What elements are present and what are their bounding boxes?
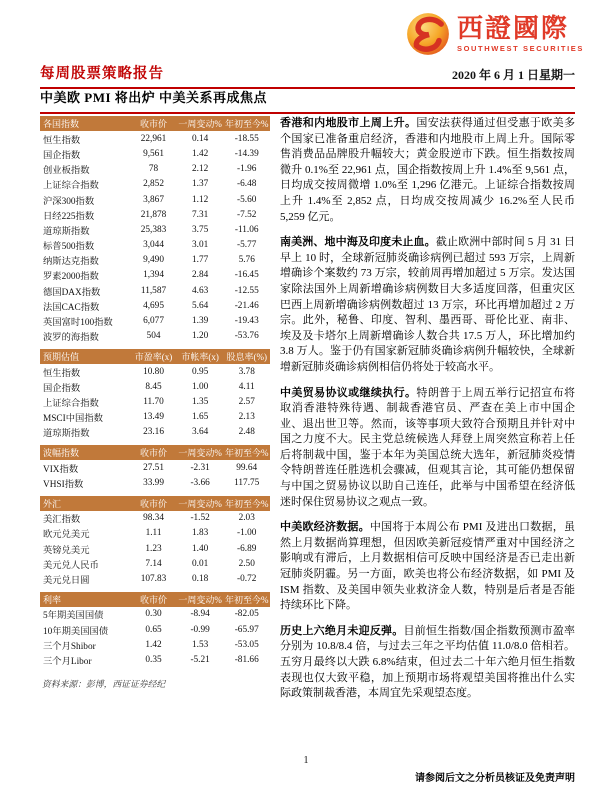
table-row: [40, 177, 270, 192]
table-row: [40, 222, 270, 237]
row-value: 1.37: [191, 179, 209, 190]
table-row: [40, 329, 270, 344]
table-header-row: [40, 349, 270, 364]
table-header-row: [40, 116, 270, 131]
row-value: 3.75: [191, 224, 209, 235]
row-value: -65.97: [234, 624, 259, 635]
row-value: -19.43: [234, 316, 259, 327]
table-row: [40, 475, 270, 490]
table-row: [40, 526, 270, 541]
row-value: 21,878: [140, 209, 167, 220]
row-value: -16.45: [234, 270, 259, 281]
row-label: 三个月Shibor: [43, 641, 96, 652]
row-label: 上证综合指数: [43, 181, 99, 192]
page-number: 1: [303, 755, 309, 766]
row-label: 创业板指数: [43, 166, 90, 177]
row-label: 德国DAX指数: [43, 287, 101, 298]
row-value: 3.01: [191, 240, 209, 251]
table-row: [40, 364, 270, 379]
report-date: 2020 年 6 月 1 日星期一: [451, 68, 575, 82]
table-row: [40, 607, 270, 622]
row-value: 3,044: [143, 240, 164, 251]
row-value: 504: [146, 331, 161, 342]
row-label: 上证综合指数: [43, 398, 99, 409]
column-header: 收市价: [140, 498, 168, 509]
row-value: 1.65: [191, 412, 209, 423]
table-row: [40, 131, 270, 146]
row-value: -18.55: [234, 133, 259, 144]
table-row: [40, 556, 270, 571]
row-value: -1.00: [237, 528, 257, 539]
row-label: 国企指数: [43, 150, 81, 161]
row-value: 1.42: [145, 639, 162, 650]
headline: 中美欧 PMI 将出炉 中美关系再成焦点: [40, 90, 268, 105]
table-4: [40, 592, 270, 668]
table-row: [40, 460, 270, 475]
row-value: -2.31: [190, 462, 210, 473]
table-row: [40, 313, 270, 328]
row-value: 27.51: [143, 462, 164, 473]
table-row: [40, 571, 270, 586]
table-row: [40, 622, 270, 637]
row-label: 恒生指数: [43, 135, 81, 146]
table-row: [40, 298, 270, 313]
paragraph-0: 香港和内地股市上周上升。国安法获得通过但受惠于欧美多个国家已准备重启经济，香港和内地股市上周上升。国际零售消费品品牌股升幅较大；黄金股逆市下跌。恒生指数按周微升 0.1%至 22,961 点，国企指数按周上升 1.4%至 9,561 点，日均成交按周微增 1.0%至 1,296 亿港元。上证综合指数按周上升 1.4%至 2,852 点，日均成交按周减少 16.2%至人民币 5,259 亿元。: [280, 117, 576, 223]
row-value: 1.11: [145, 528, 162, 539]
row-value: -3.66: [190, 477, 210, 488]
table-title: 利率: [43, 594, 62, 605]
row-label: 英国富时100指数: [43, 318, 113, 329]
row-value: -8.94: [190, 609, 210, 620]
flame-swirl-logo-icon: [406, 12, 450, 56]
row-label: VHSI指数: [43, 479, 84, 490]
row-value: 99.64: [236, 462, 258, 473]
row-value: 107.83: [140, 574, 167, 585]
paragraph-lead: 香港和内地股市上周上升。: [280, 117, 417, 129]
row-value: -1.96: [237, 164, 257, 175]
table-row: [40, 283, 270, 298]
row-value: 23.16: [143, 427, 164, 438]
row-label: 10年期美国国债: [43, 626, 109, 637]
row-value: 8.45: [145, 381, 162, 392]
row-value: 0.14: [191, 133, 209, 144]
row-value: 7.31: [191, 209, 209, 220]
row-value: 3.64: [191, 427, 209, 438]
row-value: 117.75: [234, 477, 260, 488]
row-value: 2,852: [143, 179, 164, 190]
row-label: VIX指数: [43, 464, 79, 475]
row-value: 2.12: [191, 164, 209, 175]
row-value: 33.99: [143, 477, 164, 488]
table-row: [40, 410, 270, 425]
row-label: 纳斯达克指数: [43, 257, 99, 268]
row-label: 道琼斯指数: [43, 429, 90, 440]
table-row: [40, 192, 270, 207]
row-value: 5.64: [191, 300, 209, 311]
row-value: -82.05: [234, 609, 259, 620]
column-header: 一周变动%: [178, 594, 222, 605]
row-value: 1.83: [191, 528, 209, 539]
row-label: MSCI中国指数: [43, 414, 103, 425]
row-value: 1.20: [191, 331, 209, 342]
table-row: [40, 238, 270, 253]
table-2: [40, 445, 270, 491]
table-row: [40, 394, 270, 409]
paragraph-lead: 中美欧经济数据。: [280, 521, 370, 534]
table-title: 波幅指数: [43, 448, 80, 459]
row-label: 三个月Libor: [43, 656, 92, 667]
row-value: -12.55: [234, 285, 259, 296]
table-header-row: [40, 496, 270, 511]
column-header: 市盈率(x): [134, 351, 173, 362]
row-value: 9,490: [143, 255, 164, 266]
row-label: 英镑兑美元: [43, 545, 90, 556]
table-row: [40, 637, 270, 652]
row-value: 1.35: [191, 396, 209, 407]
row-value: -6.48: [237, 179, 257, 190]
row-value: 78: [148, 164, 159, 175]
row-value: 1.42: [191, 148, 209, 159]
column-header: 市帐率(x): [181, 351, 219, 362]
headline-row: [40, 87, 575, 114]
paragraph-lead: 历史上六绝月未迎反弹。: [280, 624, 404, 637]
column-header: 股息率(%): [226, 351, 267, 362]
row-value: 2.48: [238, 427, 255, 438]
row-label: 美元兑人民币: [43, 560, 99, 571]
column-header: 年初至今%: [224, 448, 269, 459]
table-header-row: [40, 592, 270, 607]
disclaimer-note: 请参阅后文之分析员核证及免责声明: [415, 773, 575, 784]
row-value: 1.23: [145, 543, 162, 554]
row-label: 法国CAC指数: [43, 302, 100, 313]
row-value: 11.70: [143, 396, 164, 407]
paragraph-3: 中美欧经济数据。中国将于本周公布 PMI 及进出口数据，虽然上月数据尚算理想，但因欧美新冠疫情严重对中国经济之影响或有滞后，上月数据相信可反映中国经济是否已走出新冠肺炎阴霾。另一方面，欧美也将公布经济数据，如 PMI 及 ISM 指数、及美国申领失业救济金人数，特别是后者是否能持续环比下降。: [280, 521, 576, 612]
row-value: 98.34: [143, 513, 164, 524]
row-value: 4.63: [191, 285, 209, 296]
source-note: 资料来源：彭博，西证证券经纪: [42, 678, 166, 689]
column-header: 收市价: [140, 594, 168, 605]
row-label: 罗素2000指数: [43, 272, 99, 283]
table-row: [40, 162, 270, 177]
row-value: 1.40: [191, 543, 209, 554]
row-value: 6,077: [143, 316, 164, 327]
main-content: [40, 116, 575, 712]
title-row: [40, 62, 575, 89]
row-value: -0.99: [190, 624, 210, 635]
row-value: 0.01: [191, 558, 209, 569]
row-value: 1.39: [191, 316, 209, 327]
report-title: 每周股票策略报告: [40, 66, 164, 82]
row-label: 5年期美国国债: [43, 611, 104, 622]
paragraph-1: 南美洲、地中海及印度未止血。截止欧洲中部时间 5 月 31 日早上 10 时，全球新冠肺炎确诊病例已超过 593 万宗，上周新增确诊个案数约 73 万宗，较前周再增加超过 5 万宗。发达国家除法国外上周新增确诊病例数目大多适度回落，但重灾区巴西上周新增确诊病例数超过 13 万宗，环比再增加超过 2 万宗。此外，秘鲁、印度、智利、墨西哥、哥伦比亚、南非、埃及及卡塔尔上周新增确诊人数合共 17.5 万人，环比增加约 3.8 万人。鉴于仍有国家新冠肺炎确诊病例升幅较快，全球新增新冠肺炎确诊病例相信仍将处于较高水平。: [280, 236, 576, 373]
table-header-row: [40, 445, 270, 460]
column-header: 一周变动%: [178, 119, 222, 130]
row-value: -6.89: [237, 543, 257, 554]
row-value: 2.84: [191, 270, 209, 281]
paragraph-2: 中美贸易协议或继续执行。特朗普于上周五举行记招宣布将取消香港特殊待遇、制裁香港官员、严查在美上市中国企业、退出世卫等。然而，该等事项大致符合预期且并针对中国之力度不大。民主党总统候选人拜登上周突然宣称若上任后将制裁中国，鉴于本年为美国总统大选年，新冠肺炎疫情令特朗普连任胜选机会骤减，但观其言论，其可能仍想保留与中国之贸易协议以助自己连任，此举与中国希望在经济低迷时保住贸易协议之观点一致。: [280, 386, 576, 508]
row-value: 3.78: [238, 366, 255, 377]
table-row: [40, 652, 270, 667]
row-label: 美元兑日圆: [43, 576, 90, 587]
row-value: 2.03: [238, 513, 255, 524]
row-label: 道琼斯指数: [43, 226, 90, 237]
row-value: 4,695: [143, 300, 164, 311]
row-value: 5.76: [238, 255, 255, 266]
row-value: 2.57: [238, 396, 255, 407]
row-label: 沪深300指数: [43, 196, 95, 207]
row-value: 4.11: [238, 381, 255, 392]
text-column: [280, 116, 575, 712]
tables-container: [40, 116, 270, 712]
row-value: 0.30: [145, 609, 162, 620]
row-value: 1,394: [143, 270, 164, 281]
row-value: 22,961: [140, 133, 167, 144]
paragraph-lead: 南美洲、地中海及印度未止血。: [280, 236, 436, 249]
table-title: 预期估值: [43, 351, 80, 362]
table-1: [40, 349, 270, 440]
table-row: [40, 541, 270, 556]
column-header: 年初至今%: [224, 594, 269, 605]
table-row: [40, 511, 270, 526]
table-row: [40, 268, 270, 283]
row-label: 恒生指数: [43, 368, 81, 379]
table-title: 各国指数: [43, 119, 80, 130]
row-value: 0.65: [145, 624, 162, 635]
row-value: -1.52: [190, 513, 210, 524]
row-value: 11,587: [140, 285, 167, 296]
table-row: [40, 207, 270, 222]
row-label: 国企指数: [43, 383, 81, 394]
row-value: 0.95: [191, 366, 209, 377]
row-value: -53.76: [234, 331, 259, 342]
row-value: -7.52: [237, 209, 257, 220]
column-header: 年初至今%: [224, 498, 269, 509]
row-value: 9,561: [143, 148, 164, 159]
table-row: [40, 425, 270, 440]
row-label: 日经225指数: [43, 211, 95, 222]
column-header: 收市价: [140, 448, 168, 459]
row-value: 0.35: [145, 654, 162, 665]
row-value: 1.00: [191, 381, 209, 392]
row-value: 1.53: [191, 639, 209, 650]
row-value: -53.05: [234, 639, 259, 650]
column-header: 一周变动%: [178, 498, 222, 509]
row-value: 3,867: [143, 194, 164, 205]
brand-name-cn: 西證國際: [456, 13, 569, 43]
row-value: 2.50: [238, 558, 255, 569]
row-value: 1.77: [191, 255, 209, 266]
row-value: 10.80: [143, 366, 164, 377]
table-row: [40, 253, 270, 268]
row-value: -5.60: [237, 194, 257, 205]
brand-logo: [406, 12, 584, 56]
row-value: -5.77: [237, 240, 257, 251]
row-value: -5.21: [190, 654, 210, 665]
row-value: 0.18: [191, 574, 209, 585]
row-value: 1.12: [191, 194, 209, 205]
row-value: -0.72: [237, 574, 257, 585]
column-header: 收市价: [140, 119, 168, 130]
row-value: 2.13: [238, 412, 255, 423]
table-row: [40, 146, 270, 161]
paragraph-4: 历史上六绝月未迎反弹。目前恒生指数/国企指数预测市盈率分别为 10.8/8.4 倍，与过去三年之平均估值 11.0/8.0 倍相若。五穷月最终以大跌 6.8%结束，但过去二十年六绝月恒生指数表现也仅大致平稳，加上预期市场将观望美国将推出什么实际政策制裁香港，本周宜先采观望态度。: [280, 624, 575, 700]
row-value: 13.49: [143, 412, 164, 423]
table-3: [40, 496, 270, 587]
brand-name: [456, 13, 584, 53]
table-title: 外汇: [43, 498, 62, 509]
row-value: 7.14: [145, 558, 162, 569]
table-row: [40, 379, 270, 394]
row-label: 标普500指数: [43, 242, 95, 253]
row-value: -21.46: [234, 300, 259, 311]
row-value: 25,383: [140, 224, 167, 235]
column-header: 年初至今%: [224, 119, 269, 130]
row-label: 欧元兑美元: [43, 530, 90, 541]
row-value: -81.66: [234, 654, 259, 665]
row-value: -14.39: [234, 148, 259, 159]
table-0: [40, 116, 270, 344]
brand-name-en: SOUTHWEST SECURITIES: [456, 43, 584, 53]
paragraph-lead: 中美贸易协议或继续执行。: [280, 386, 417, 399]
row-label: 美汇指数: [43, 515, 81, 526]
column-header: 一周变动%: [178, 448, 222, 459]
row-label: 波罗的海指数: [43, 333, 99, 344]
row-value: -11.06: [234, 224, 259, 235]
